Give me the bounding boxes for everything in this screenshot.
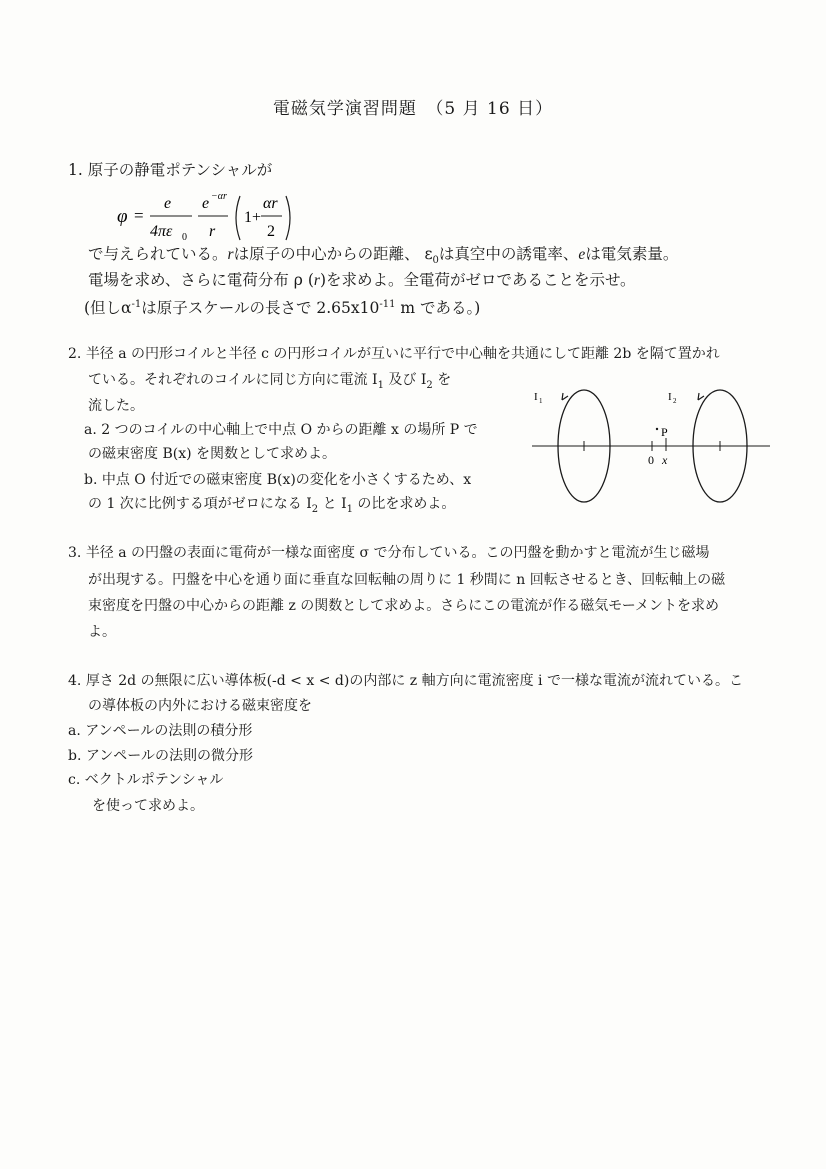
label-i2-sub: 2: [673, 397, 677, 405]
eq-denominator-4pieps: 4πε: [150, 223, 173, 240]
coil-diagram: [528, 382, 778, 510]
problem-4-line-1: [68, 671, 743, 691]
label-p: P: [661, 425, 668, 439]
problem-2-part-a-2: の磁束密度 B(x) を関数として求めよ。: [88, 446, 337, 462]
problem-3-line-2: が出現する。円盤を中心を通り面に垂直な回転軸の周りに 1 秒間に n 回転させるとき、回転軸上の磁: [88, 572, 726, 588]
p2-b2b: と I: [318, 496, 347, 512]
eq-numerator-e: e: [164, 195, 172, 212]
point-p-marker: [656, 428, 658, 430]
eq-exp-base: e: [202, 195, 210, 212]
label-i2: I: [668, 391, 672, 403]
eq-two: 2: [267, 223, 275, 240]
p1-l1-d: は電気素量。: [585, 245, 679, 263]
p1-l3-sup: -1: [131, 299, 142, 310]
label-i1-sub: 1: [539, 397, 543, 405]
p2-l2a: ている。それぞれのコイルに同じ方向に電流 I: [88, 372, 378, 388]
p2-b2a: の 1 次に比例する項がゼロになる I: [88, 496, 312, 512]
p2-l1: 半径 a の円形コイルと半径 c の円形コイルが互いに平行で中心軸を共通にして距離 2b を隔て置かれ: [85, 346, 720, 362]
eq-left-paren: [236, 196, 240, 240]
problem-4-end: を使って求めよ。: [92, 798, 204, 814]
problem-4-part-a: a. アンペールの法則の積分形: [68, 723, 253, 739]
problem-1-line-3: [84, 295, 480, 318]
p1-l1-sub: 0: [432, 255, 439, 267]
problem-1-line-2: [88, 270, 636, 291]
p1-l2-a: 電場を求め、さらに電荷分布 ρ (: [88, 271, 314, 289]
p1-l3-c: m である。): [395, 299, 481, 318]
label-i1: I: [534, 391, 538, 403]
label-x: x: [662, 453, 668, 467]
p2-b2s1: 2: [311, 503, 319, 515]
p2-l2c: を: [432, 372, 452, 388]
problem-1-number: 1.: [68, 161, 83, 179]
label-origin: 0: [648, 453, 654, 467]
p1-l3-sup2: -11: [379, 299, 396, 310]
problem-2-part-b-2: [88, 494, 455, 520]
p2-b2s2: 1: [346, 503, 353, 515]
problem-2-line-3: 流した。: [88, 398, 144, 414]
p1-l2-b: )を求めよ。全電荷がゼロであることを示せ。: [319, 271, 636, 289]
p2-l2s1: 1: [377, 379, 384, 391]
eq-equals: =: [134, 206, 144, 225]
p2-l2s2: 2: [426, 379, 433, 391]
problem-1-intro: 原子の静電ポテンシャルが: [87, 161, 273, 179]
p2-l2b: 及び I: [383, 372, 427, 388]
p1-l1-r: r: [227, 246, 234, 263]
problem-4-line-2: の導体板の内外における磁束密度を: [88, 698, 312, 714]
problem-2-number: 2.: [68, 346, 82, 362]
p3-l1: 半径 a の円盤の表面に電荷が一様な面密度 σ で分布している。この円盤を動かすと電流が生じ磁場: [85, 545, 710, 561]
eq-denominator-sub: 0: [182, 232, 187, 243]
current-arrow-2-icon: [698, 393, 704, 400]
p1-l2-r: r: [313, 272, 320, 289]
problem-4-number: 4.: [68, 673, 82, 689]
eq-alpha-r: αr: [263, 195, 278, 212]
problem-2-part-b-1: b. 中点 O 付近での磁束密度 B(x)の変化を小さくするため、x: [84, 472, 472, 488]
p4-l1: 厚さ 2d の無限に広い導体板(-d < x < d)の内部に z 軸方向に電流密度 i で一様な電流が流れている。こ: [85, 673, 743, 689]
page-title: 電磁気学演習問題 （5 月 16 日）: [272, 99, 554, 119]
eq-phi: φ: [117, 206, 128, 227]
problem-3-number: 3.: [68, 545, 82, 561]
eq-right-paren: [286, 196, 290, 240]
current-arrow-1-icon: [562, 393, 568, 400]
eq-denominator-r: r: [209, 223, 216, 240]
eq-exp-power: −αr: [211, 191, 227, 202]
p2-b2c: の比を求めよ。: [352, 496, 456, 512]
p1-l1-e: e: [578, 246, 586, 263]
p1-l1-a: で与えられている。: [88, 245, 228, 263]
problem-2-part-a-1: a. 2 つのコイルの中心軸上で中点 O からの距離 x の場所 P で: [84, 422, 478, 438]
eq-one-plus: 1+: [244, 209, 262, 226]
p1-l3-a: (但しα: [84, 299, 132, 318]
problem-2-line-2: [88, 370, 451, 396]
problem-4-part-b: b. アンペールの法則の微分形: [68, 748, 254, 764]
problem-3-line-4: よ。: [88, 624, 116, 640]
p1-l1-b: は原子の中心からの距離、 ε: [233, 245, 433, 263]
problem-3-line-1: [68, 543, 710, 563]
p1-l1-c: は真空中の誘電率、: [438, 245, 579, 263]
problem-1-heading: [68, 160, 272, 180]
problem-2-line-1: [68, 344, 720, 364]
problem-3-line-3: 束密度を円盤の中心からの距離 z の関数として求めよ。さらにこの電流が作る磁気モーメントを求め: [88, 598, 720, 614]
problem-4-part-c: c. ベクトルポテンシャル: [68, 772, 224, 788]
problem-1-line-1: [88, 244, 678, 271]
p1-l3-b: は原子スケールの長さで 2.65x10: [141, 299, 380, 318]
problem-1-equation: [112, 186, 312, 248]
